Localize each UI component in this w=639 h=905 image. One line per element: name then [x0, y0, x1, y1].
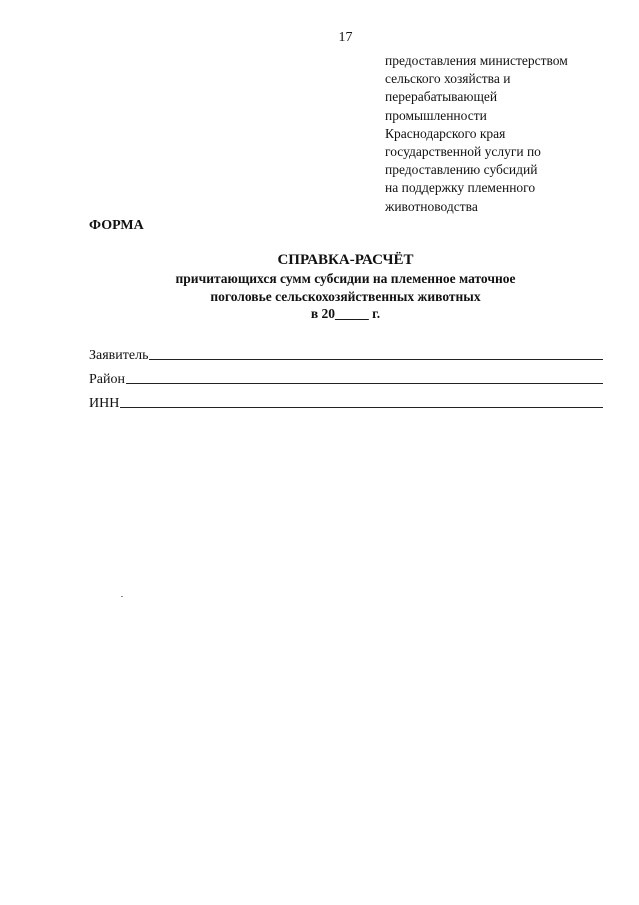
document-title-block — [0, 250, 639, 323]
annex-line: государственной услуги по — [385, 144, 541, 160]
document-subtitle-line: поголовье сельскохозяйственных животных — [210, 288, 481, 304]
applicant-field[interactable] — [89, 340, 603, 364]
annex-line: животноводства — [385, 198, 478, 214]
applicant-blank-line[interactable] — [149, 358, 603, 360]
district-blank-line[interactable] — [126, 382, 603, 384]
annex-line: промышленности — [385, 107, 487, 123]
inn-label: ИНН — [89, 396, 120, 411]
inn-blank-line[interactable] — [120, 406, 603, 408]
scan-speck — [121, 596, 123, 597]
page-number — [0, 30, 639, 46]
form-label: ФОРМА — [89, 218, 144, 233]
document-title: СПРАВКА-РАСЧЁТ — [277, 252, 414, 268]
annex-line: сельского хозяйства и — [385, 71, 511, 87]
annex-line: перерабатывающей — [385, 89, 498, 105]
applicant-fields — [89, 340, 603, 412]
document-year-line: в 20_____ г. — [310, 306, 381, 321]
applicant-label: Заявитель — [89, 348, 149, 363]
district-field[interactable] — [89, 364, 603, 388]
annex-line: Краснодарского края — [385, 125, 506, 141]
inn-field[interactable] — [89, 388, 603, 412]
annex-line: на поддержку племенного — [385, 180, 536, 196]
annex-caption — [385, 52, 635, 216]
district-label: Район — [89, 372, 125, 387]
annex-line: предоставлению субсидий — [385, 162, 538, 178]
annex-line: предоставления министерством — [385, 53, 568, 68]
page-number-text: 17 — [338, 30, 353, 45]
document-subtitle-line: причитающихся сумм субсидии на племенное маточное — [175, 271, 516, 286]
